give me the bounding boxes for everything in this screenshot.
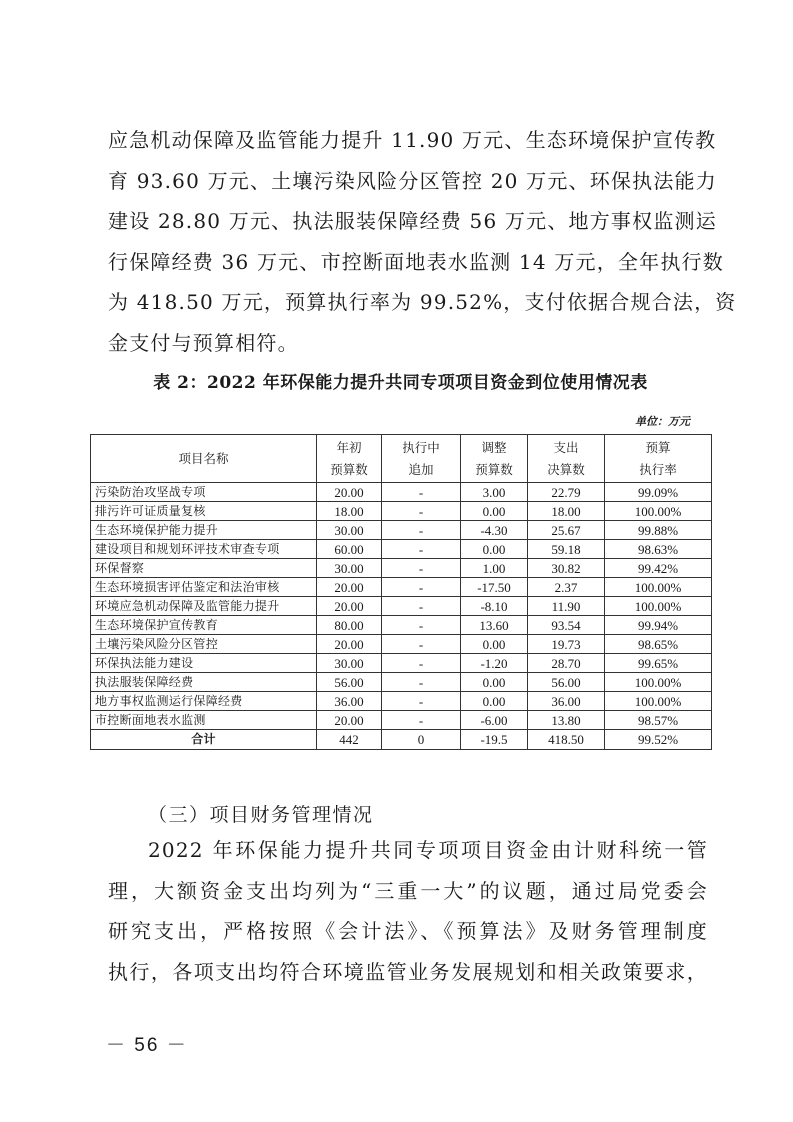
cell-initial-budget: 60.00: [317, 540, 382, 559]
cell-final-expense: 93.54: [528, 616, 605, 635]
cell-final-expense: 13.80: [528, 711, 605, 730]
cell-execution-rate: 100.00%: [605, 578, 712, 597]
cell-project-name: 污染防治攻坚战专项: [91, 483, 317, 502]
cell-execution-rate: 99.94%: [605, 616, 712, 635]
paragraph-line: 建设 28.80 万元、执法服装保障经费 56 万元、地方事权监测运: [108, 209, 717, 233]
cell-project-name: 执法服装保障经费: [91, 673, 317, 692]
cell-final-expense: 25.67: [528, 521, 605, 540]
cell-added: -: [382, 616, 461, 635]
table-row: [91, 654, 712, 673]
total-cell-execution-rate: 99.52%: [605, 730, 712, 750]
cell-execution-rate: 98.63%: [605, 540, 712, 559]
paragraph-line: 为 418.50 万元，预算执行率为 99.52%，支付依据合规合法，资: [108, 290, 737, 314]
cell-execution-rate: 99.42%: [605, 559, 712, 578]
table-caption: 表 2：2022 年环保能力提升共同专项项目资金到位使用情况表: [153, 373, 648, 393]
total-cell-adjusted-budget: -19.5: [461, 730, 528, 750]
cell-final-expense: 59.18: [528, 540, 605, 559]
cell-project-name: 环境应急机动保障及监管能力提升: [91, 597, 317, 616]
table-row: [91, 692, 712, 711]
paragraph-line: 行保障经费 36 万元、市控断面地表水监测 14 万元，全年执行数: [108, 249, 724, 274]
cell-initial-budget: 20.00: [317, 635, 382, 654]
cell-adjusted-budget: 0.00: [461, 635, 528, 654]
cell-final-expense: 2.37: [528, 578, 605, 597]
cell-initial-budget: 20.00: [317, 597, 382, 616]
table-row: [91, 559, 712, 578]
cell-execution-rate: 98.65%: [605, 635, 712, 654]
table-row: [91, 540, 712, 559]
cell-project-name: 环保督察: [91, 559, 317, 578]
total-cell-project-name: 合计: [91, 730, 317, 750]
cell-final-expense: 22.79: [528, 483, 605, 502]
table-row: [91, 502, 712, 521]
header-added: 执行中 追加: [382, 435, 461, 483]
paragraph-line: 执行，各项支出均符合环境监管业务发展规划和相关政策要求，: [108, 959, 708, 984]
cell-final-expense: 19.73: [528, 635, 605, 654]
cell-adjusted-budget: -8.10: [461, 597, 528, 616]
cell-final-expense: 11.90: [528, 597, 605, 616]
table-row: [91, 711, 712, 730]
paragraph-line: 2022 年环保能力提升共同专项项目资金由计财科统一管: [148, 838, 708, 862]
paragraph-line: 育 93.60 万元、土壤污染风险分区管控 20 万元、环保执法能力: [108, 168, 717, 193]
cell-adjusted-budget: 0.00: [461, 692, 528, 711]
cell-project-name: 生态环境损害评估鉴定和法治审核: [91, 578, 317, 597]
total-cell-initial-budget: 442: [317, 730, 382, 750]
cell-execution-rate: 99.65%: [605, 654, 712, 673]
cell-added: -: [382, 692, 461, 711]
table-row: [91, 521, 712, 540]
cell-adjusted-budget: 0.00: [461, 540, 528, 559]
cell-adjusted-budget: 13.60: [461, 616, 528, 635]
table-row: [91, 483, 712, 502]
header-initial-budget: 年初 预算数: [317, 435, 382, 483]
cell-project-name: 土壤污染风险分区管控: [91, 635, 317, 654]
cell-initial-budget: 56.00: [317, 673, 382, 692]
table-total-row: [91, 730, 712, 750]
body-paragraph-1: [108, 120, 737, 363]
paragraph-line: 研究支出，严格按照《会计法》、《预算法》及财务管理制度: [108, 919, 708, 943]
cell-initial-budget: 30.00: [317, 654, 382, 673]
table-row: [91, 578, 712, 597]
cell-added: -: [382, 578, 461, 597]
cell-initial-budget: 20.00: [317, 483, 382, 502]
cell-initial-budget: 20.00: [317, 711, 382, 730]
table-unit-label: 单位：万元: [635, 415, 690, 428]
cell-initial-budget: 36.00: [317, 692, 382, 711]
cell-initial-budget: 80.00: [317, 616, 382, 635]
cell-execution-rate: 99.88%: [605, 521, 712, 540]
cell-adjusted-budget: -6.00: [461, 711, 528, 730]
cell-added: -: [382, 654, 461, 673]
cell-execution-rate: 100.00%: [605, 597, 712, 616]
header-project-name: 项目名称: [91, 435, 317, 483]
cell-added: -: [382, 635, 461, 654]
paragraph-line: 应急机动保障及监管能力提升 11.90 万元、生态环境保护宣传教: [108, 128, 717, 152]
cell-adjusted-budget: 1.00: [461, 559, 528, 578]
cell-added: -: [382, 483, 461, 502]
cell-adjusted-budget: 0.00: [461, 673, 528, 692]
cell-adjusted-budget: -17.50: [461, 578, 528, 597]
table-row: [91, 635, 712, 654]
cell-final-expense: 36.00: [528, 692, 605, 711]
cell-initial-budget: 20.00: [317, 578, 382, 597]
cell-project-name: 生态环境保护能力提升: [91, 521, 317, 540]
cell-project-name: 排污许可证质量复核: [91, 502, 317, 521]
cell-final-expense: 30.82: [528, 559, 605, 578]
total-cell-final-expense: 418.50: [528, 730, 605, 750]
cell-project-name: 地方事权监测运行保障经费: [91, 692, 317, 711]
cell-final-expense: 18.00: [528, 502, 605, 521]
cell-project-name: 市控断面地表水监测: [91, 711, 317, 730]
paragraph-line: 金支付与预算相符。: [108, 330, 299, 355]
cell-execution-rate: 100.00%: [605, 692, 712, 711]
header-final-expense: 支出 决算数: [528, 435, 605, 483]
cell-project-name: 建设项目和规划环评技术审查专项: [91, 540, 317, 559]
table-row: [91, 597, 712, 616]
cell-execution-rate: 98.57%: [605, 711, 712, 730]
table-row: [91, 673, 712, 692]
cell-initial-budget: 30.00: [317, 521, 382, 540]
funds-usage-table: [90, 434, 712, 750]
cell-added: -: [382, 673, 461, 692]
total-cell-added: 0: [382, 730, 461, 750]
cell-added: -: [382, 559, 461, 578]
cell-adjusted-budget: 3.00: [461, 483, 528, 502]
cell-adjusted-budget: -1.20: [461, 654, 528, 673]
cell-project-name: 生态环境保护宣传教育: [91, 616, 317, 635]
cell-adjusted-budget: -4.30: [461, 521, 528, 540]
table-row: [91, 616, 712, 635]
cell-execution-rate: 100.00%: [605, 673, 712, 692]
cell-added: -: [382, 521, 461, 540]
paragraph-line: 理，大额资金支出均列为“三重一大”的议题，通过局党委会: [108, 878, 708, 903]
body-paragraph-2: [108, 830, 708, 992]
cell-final-expense: 28.70: [528, 654, 605, 673]
cell-execution-rate: 100.00%: [605, 502, 712, 521]
section-heading: （三）项目财务管理情况: [148, 804, 374, 826]
header-adjusted-budget: 调整 预算数: [461, 435, 528, 483]
header-execution-rate: 预算 执行率: [605, 435, 712, 483]
table-header-row: [91, 435, 712, 483]
page-number: － 56 －: [106, 1035, 188, 1056]
cell-final-expense: 56.00: [528, 673, 605, 692]
cell-project-name: 环保执法能力建设: [91, 654, 317, 673]
cell-initial-budget: 18.00: [317, 502, 382, 521]
cell-adjusted-budget: 0.00: [461, 502, 528, 521]
cell-added: -: [382, 540, 461, 559]
cell-added: -: [382, 711, 461, 730]
cell-added: -: [382, 597, 461, 616]
cell-initial-budget: 30.00: [317, 559, 382, 578]
cell-execution-rate: 99.09%: [605, 483, 712, 502]
cell-added: -: [382, 502, 461, 521]
